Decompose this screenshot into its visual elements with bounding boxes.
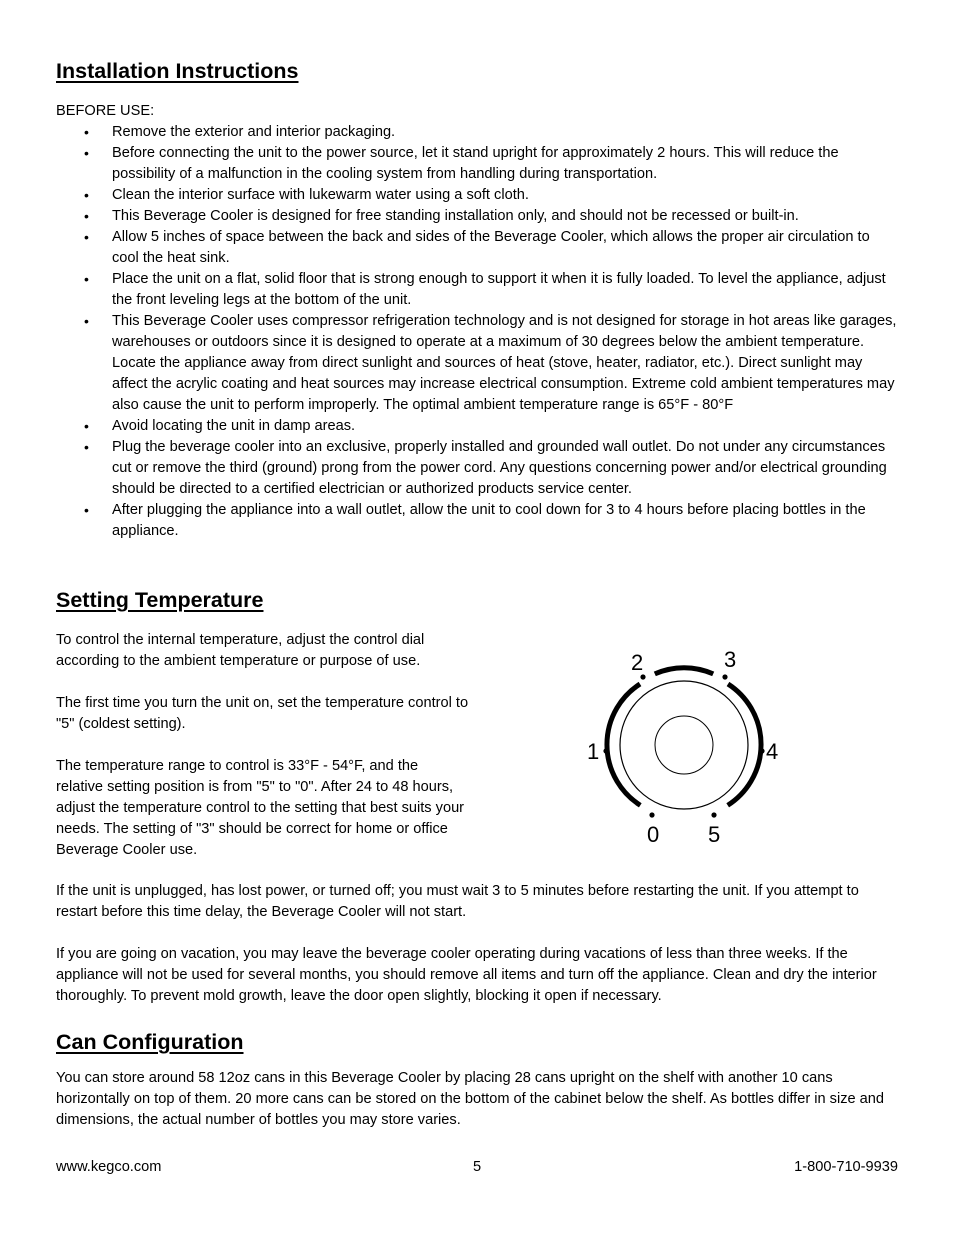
temperature-paragraph: The temperature range to control is 33°F - 54°F, and the relative setting position is from "5" to "0". After 24 to 48 hours, adjust the temperature control to the setting that best suits your needs. The setting of "3" should be correct for home or office Beverage Cooler use.: [56, 758, 465, 858]
installation-section: [56, 101, 898, 542]
dial-label-2: 2: [631, 650, 644, 675]
temperature-notes: [56, 881, 898, 1007]
installation-heading: Installation Instructions: [56, 59, 299, 83]
footer-website: www.kegco.com: [56, 1159, 162, 1175]
can-configuration-section: [56, 1068, 898, 1131]
can-configuration-paragraph: You can store around 58 12oz cans in this Beverage Cooler by placing 28 cans upright on the shelf with another 10 cans horizontally on top of them. 20 more cans can be stored on the bottom of the cabinet below the shelf. As bottles differ in size and dimensions, the actual number of bottles you may store varies.: [56, 1070, 885, 1128]
dial-dot-1: [603, 748, 608, 753]
dial-outer-ring: [620, 681, 748, 809]
list-item: • Remove the exterior and interior packaging.: [56, 122, 898, 143]
dial-label-5: 5: [708, 822, 721, 845]
dial-dot-3: [722, 674, 727, 679]
temperature-heading: Setting Temperature: [56, 588, 264, 612]
page-footer: [56, 1157, 898, 1178]
list-item: • Allow 5 inches of space between the back and sides of the Beverage Cooler, which allows the proper air circulation to cool the heat sink.: [56, 227, 898, 269]
list-item: • Place the unit on a flat, solid floor that is strong enough to support it when it is fully loaded. To level the appliance, adjust the front leveling legs at the bottom of the unit.: [56, 269, 898, 311]
dial-dot-4: [759, 748, 764, 753]
temperature-paragraph: The first time you turn the unit on, set the temperature control to "5" (coldest setting).: [56, 695, 469, 732]
list-item: • This Beverage Cooler is designed for free standing installation only, and should not be recessed or built-in.: [56, 206, 898, 227]
dial-label-3: 3: [724, 647, 737, 672]
footer-phone: 1-800-710-9939: [794, 1159, 898, 1175]
dial-label-4: 4: [766, 739, 779, 764]
can-configuration-heading: Can Configuration: [56, 1030, 244, 1054]
list-item: • Avoid locating the unit in damp areas.: [56, 416, 898, 437]
list-item: • This Beverage Cooler uses compressor refrigeration technology and is not designed for storage in hot areas like garages, warehouses or outdoors since it is designed to operate at a maximum of 30 degrees below the ambient temperature. Locate the appliance away from direct sunlight and sources of heat (stove, heater, radiator, etc.). Direct sunlight may affect the acrylic coating and heat sources may increase electrical consumption. Extreme cold ambient temperatures may also cause the unit to perform improperly. The optimal ambient temperature range is 65°F - 80°F: [56, 311, 898, 416]
dial-label-0: 0: [647, 822, 660, 845]
temperature-left-column: [56, 630, 476, 861]
dial-dot-0: [649, 812, 654, 817]
dial-knob: [655, 716, 713, 774]
list-item: • After plugging the appliance into a wall outlet, allow the unit to cool down for 3 to 4 hours before placing bottles in the appliance.: [56, 500, 898, 542]
installation-list: [56, 122, 898, 542]
dial-dot-5: [711, 812, 716, 817]
footer-page-number: 5: [473, 1159, 482, 1175]
list-item: • Clean the interior surface with lukewarm water using a soft cloth.: [56, 185, 898, 206]
temperature-paragraph: If the unit is unplugged, has lost power, or turned off; you must wait 3 to 5 minutes before restarting the unit. If you attempt to restart before this time delay, the Beverage Cooler will not start.: [56, 883, 859, 920]
temperature-dial-diagram: [584, 645, 784, 845]
before-use-label: BEFORE USE:: [56, 103, 155, 119]
dial-arc-upper: [655, 668, 713, 674]
temperature-paragraph: To control the internal temperature, adjust the control dial according to the ambient temperature or purpose of use.: [56, 632, 425, 669]
list-item: • Plug the beverage cooler into an exclusive, properly installed and grounded wall outlet. Do not under any circumstances cut or remove the third (ground) prong from the power cord. Any questions concerning power and/or electrical grounding should be directed to a certified electrician or authorized products service center.: [56, 437, 898, 500]
temperature-paragraph: If you are going on vacation, you may leave the beverage cooler operating during vacations of less than three weeks. If the appliance will not be used for several months, you should remove all items and turn off the appliance. Clean and dry the interior thoroughly. To prevent mold growth, leave the door open slightly, blocking it open if necessary.: [56, 946, 877, 1004]
dial-label-1: 1: [587, 739, 600, 764]
dial-dot-2: [640, 674, 645, 679]
list-item: • Before connecting the unit to the power source, let it stand upright for approximately 2 hours. This will reduce the possibility of a malfunction in the cooling system from handling during transportation.: [56, 143, 898, 185]
